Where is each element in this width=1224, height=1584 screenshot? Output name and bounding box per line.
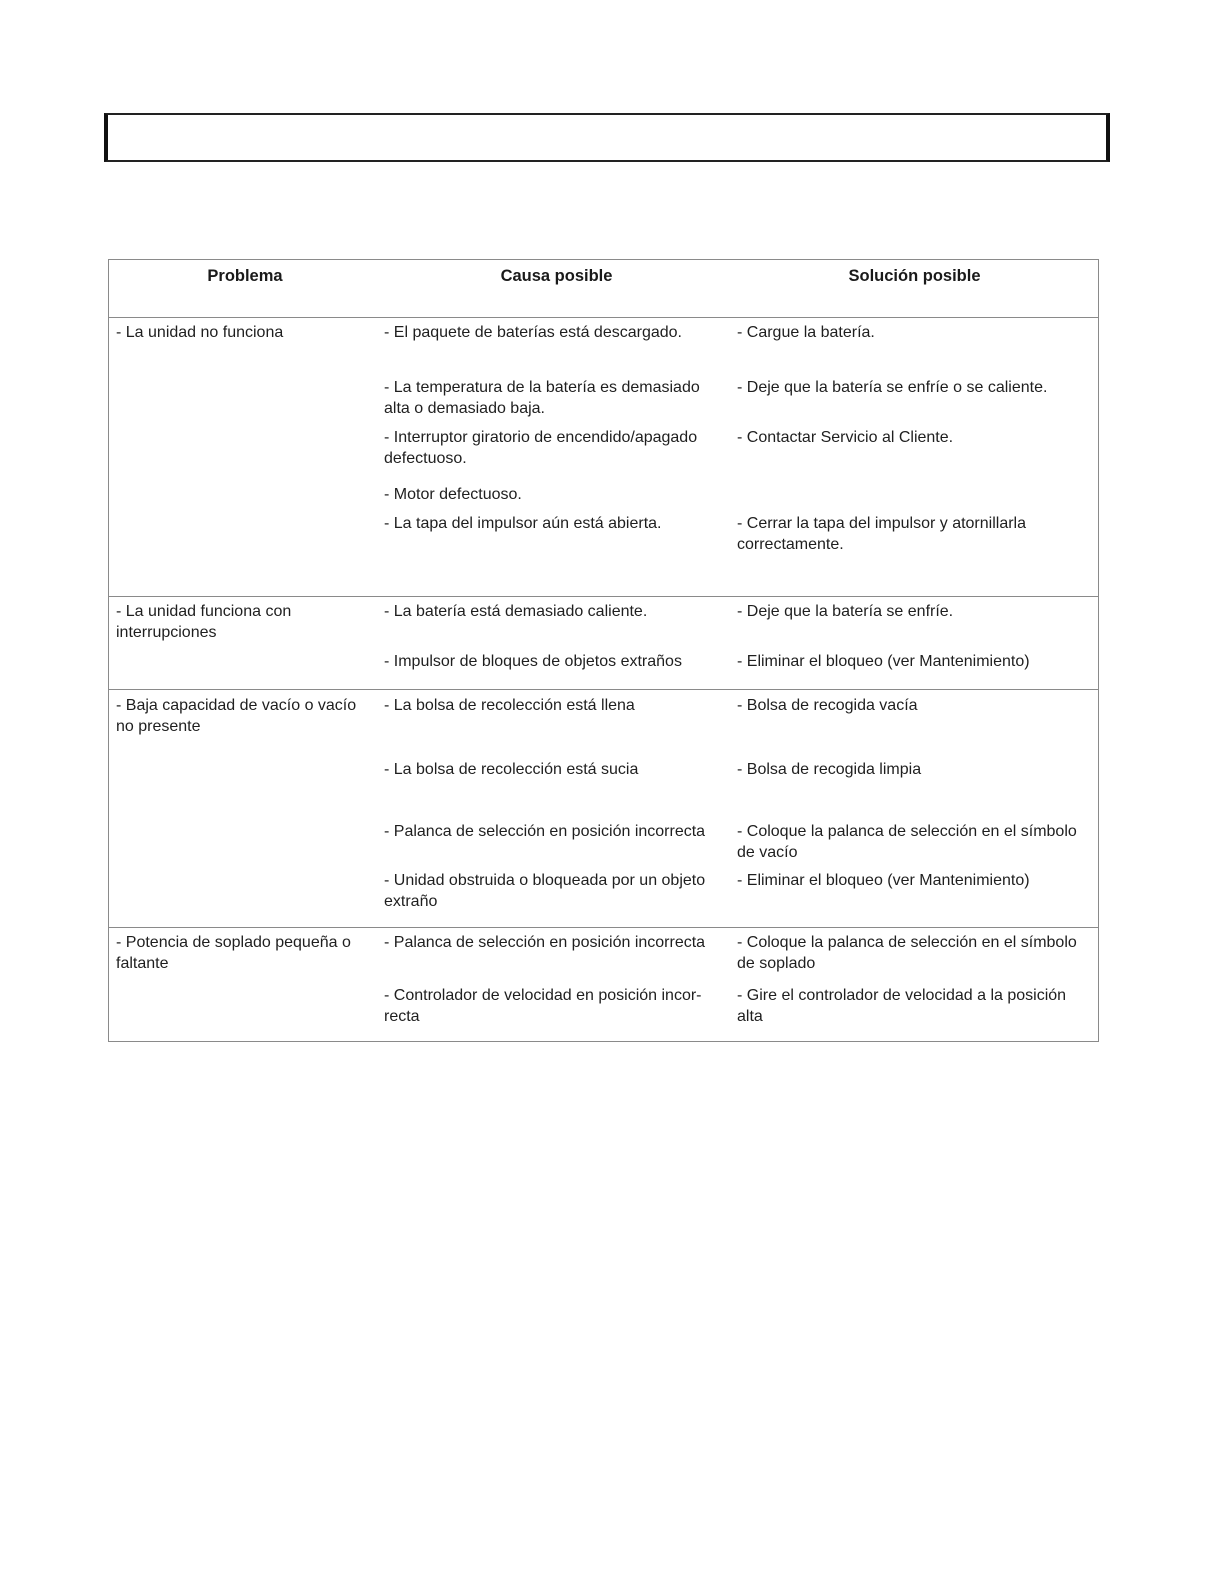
solution-cell: - Gire el controlador de velocidad a la posición alta — [737, 987, 1067, 1025]
problem-cell: - Baja capacidad de vacío o vacío no presente — [116, 697, 357, 735]
header-problem: Problema — [207, 267, 283, 285]
solution-cell: - Contactar Servicio al Cliente. — [737, 429, 954, 446]
cause-cell: - Controlador de velocidad en posición incor-recta — [384, 987, 702, 1025]
title-box — [104, 113, 1110, 162]
cause-cell: - El paquete de baterías está descargado. — [384, 324, 682, 341]
cause-cell: - Motor defectuoso. — [384, 486, 522, 503]
cause-cell: - La tapa del impulsor aún está abierta. — [384, 515, 662, 532]
troubleshooting-table — [108, 259, 1099, 1042]
solution-cell: - Cerrar la tapa del impulsor y atornillarla correctamente. — [737, 515, 1026, 553]
cause-cell: - Palanca de selección en posición incorrecta — [384, 823, 706, 840]
cause-cell: - La bolsa de recolección está sucia — [384, 761, 639, 778]
row-divider — [109, 596, 1098, 597]
solution-cell: - Coloque la palanca de selección en el símbolo de vacío — [737, 823, 1077, 861]
cause-cell: - La temperatura de la batería es demasiado alta o demasiado baja. — [384, 379, 700, 417]
row-divider — [109, 927, 1098, 928]
problem-cell: - La unidad funciona con interrupciones — [116, 603, 292, 641]
row-divider — [109, 689, 1098, 690]
header-solution: Solución posible — [848, 267, 981, 285]
row-divider — [109, 317, 1098, 318]
problem-cell: - La unidad no funciona — [116, 324, 284, 341]
solution-cell: - Bolsa de recogida vacía — [737, 697, 918, 714]
solution-cell: - Deje que la batería se enfríe o se caliente. — [737, 379, 1048, 396]
solution-cell: - Eliminar el bloqueo (ver Mantenimiento) — [737, 653, 1030, 670]
solution-cell: - Coloque la palanca de selección en el símbolo de soplado — [737, 934, 1077, 972]
cause-cell: - Impulsor de bloques de objetos extraños — [384, 653, 682, 670]
cause-cell: - La bolsa de recolección está llena — [384, 697, 635, 714]
solution-cell: - Cargue la batería. — [737, 324, 875, 341]
cause-cell: - Interruptor giratorio de encendido/apagado defectuoso. — [384, 429, 698, 467]
cause-cell: - La batería está demasiado caliente. — [384, 603, 648, 620]
solution-cell: - Bolsa de recogida limpia — [737, 761, 922, 778]
cause-cell: - Unidad obstruida o bloqueada por un objeto extraño — [384, 872, 706, 910]
problem-cell: - Potencia de soplado pequeña o faltante — [116, 934, 351, 972]
solution-cell: - Eliminar el bloqueo (ver Mantenimiento) — [737, 872, 1030, 889]
cause-cell: - Palanca de selección en posición incorrecta — [384, 934, 706, 951]
solution-cell: - Deje que la batería se enfríe. — [737, 603, 954, 620]
header-cause: Causa posible — [500, 267, 613, 285]
